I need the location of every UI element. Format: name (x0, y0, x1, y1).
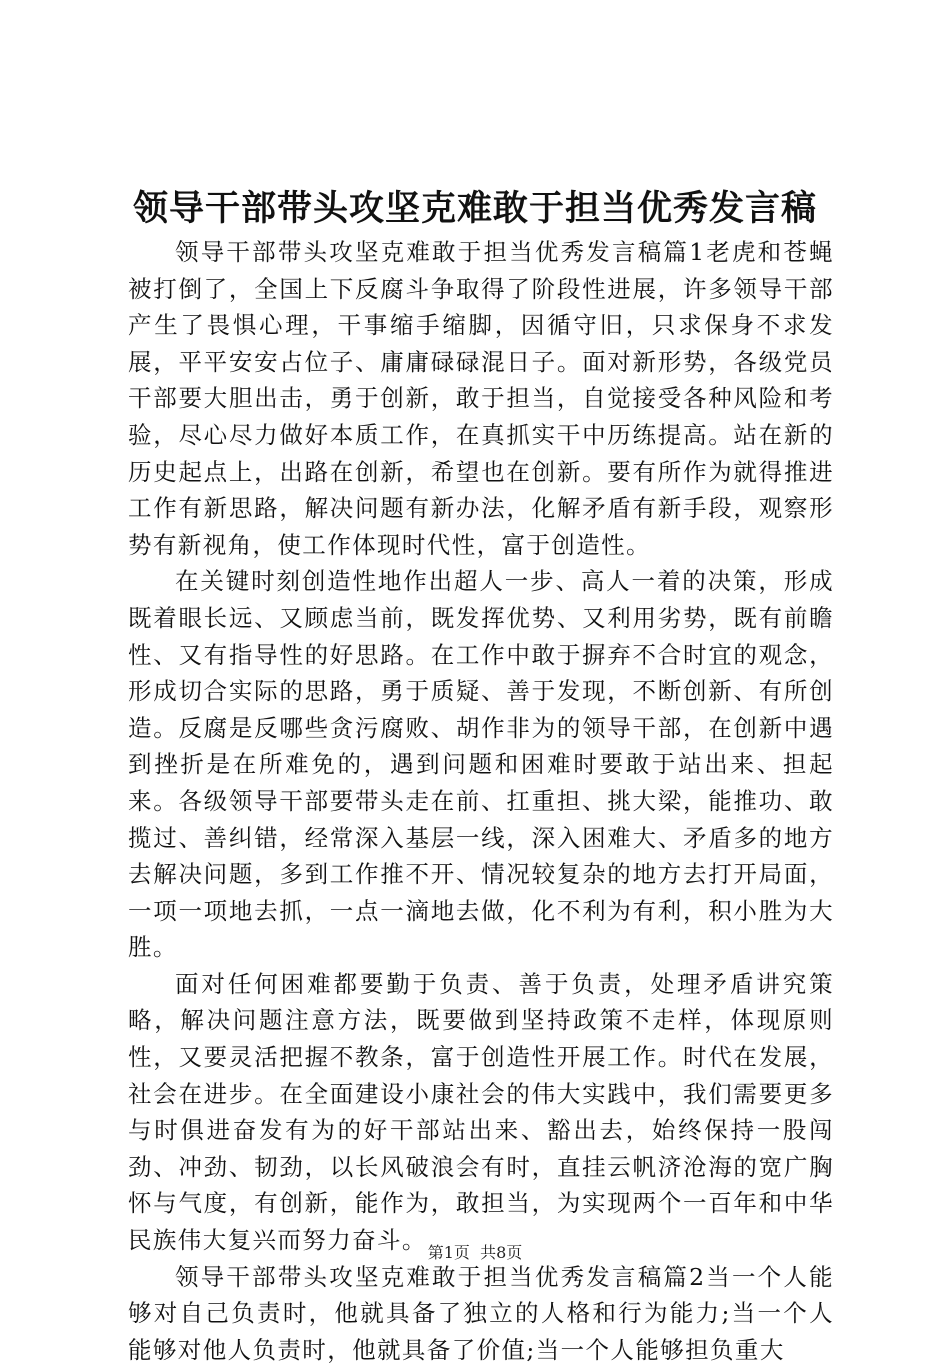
page-title: 领导干部带头攻坚克难敢于担当优秀发言稿 (132, 188, 817, 229)
paragraph-3: 面对任何困难都要勤于负责、善于负责，处理矛盾讲究策略，解决问题注意方法，既要做到坚持政策不走样，体现原则性，又要灵活把握不教条，富于创造性开展工作。时代在发展，社会在进步。在全面建设小康社会的伟大实践中，我们需要更多与时俱进奋发有为的好干部站出来、豁出去，始终保持一股闯劲、冲劲、韧劲，以长风破浪会有时，直挂云帆济沧海的宽广胸怀与气度，有创新，能作为，敢担当，为实现两个一百年和中华民族伟大复兴而努力奋斗。 (128, 969, 834, 1255)
paragraph-4: 领导干部带头攻坚克难敢于担当优秀发言稿篇2当一个人能够对自己负责时，他就具备了独立的人格和行为能力;当一个人能够对他人负责时，他就具备了价值;当一个人能够担负重大 (128, 1262, 834, 1364)
total-pages: 共8页 (480, 1243, 523, 1262)
document-body (128, 234, 834, 1368)
paragraph-1: 领导干部带头攻坚克难敢于担当优秀发言稿篇1老虎和苍蝇被打倒了，全国上下反腐斗争取得了阶段性进展，许多领导干部产生了畏惧心理，干事缩手缩脚，因循守旧，只求保身不求发展，平平安安占位子、庸庸碌碌混日子。面对新形势，各级党员干部要大胆出击，勇于创新，敢于担当，自觉接受各种风险和考验，尽心尽力做好本质工作，在真抓实干中历练提高。站在新的历史起点上，出路在创新，希望也在创新。要有所作为就得推进工作有新思路，解决问题有新办法，化解矛盾有新手段，观察形势有新视角，使工作体现时代性，富于创造性。 (128, 238, 834, 559)
page-number: 第1页 (427, 1243, 470, 1262)
footer-separator (470, 1243, 480, 1262)
paragraph-2: 在关键时刻创造性地作出超人一步、高人一着的决策，形成既着眼长远、又顾虑当前，既发挥优势、又利用劣势，既有前瞻性、又有指导性的好思路。在工作中敢于摒弃不合时宜的观念，形成切合实际的思路，勇于质疑、善于发现，不断创新、有所创造。反腐是反哪些贪污腐败、胡作非为的领导干部，在创新中遇到挫折是在所难免的，遇到问题和困难时要敢于站出来、担起来。各级领导干部要带头走在前、扛重担、挑大梁，能推功、敢揽过、善纠错，经常深入基层一线，深入困难大、矛盾多的地方去解决问题，多到工作推不开、情况较复杂的地方去打开局面，一项一项地去抓，一点一滴地去做，化不利为有利，积小胜为大胜。 (128, 567, 834, 962)
page-footer (0, 1242, 950, 1264)
